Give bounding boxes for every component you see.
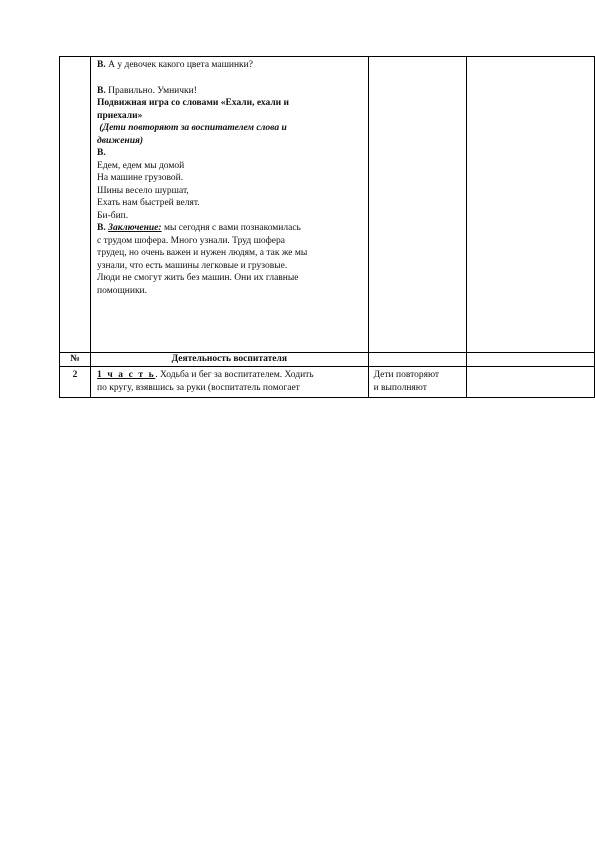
table-header-row	[60, 353, 595, 367]
conclusion-line: Люди не смогут жить без машин. Они их главные	[97, 273, 299, 283]
poem-line: На машине грузовой.	[97, 173, 184, 183]
game-title-cont: приехали»	[97, 110, 143, 121]
table-row	[60, 57, 595, 353]
lesson-plan-table	[59, 56, 595, 398]
column-header-empty	[368, 353, 466, 367]
poem-line: Едем, едем мы домой	[97, 160, 185, 171]
table-row	[60, 367, 595, 398]
number-cell	[60, 57, 91, 353]
teacher-activity-cell	[91, 367, 369, 398]
poem-line: Би-бип.	[97, 210, 129, 221]
question-line: В. А у девочек какого цвета машинки?	[97, 60, 253, 70]
praise-line: В. Правильно. Умнички!	[97, 85, 197, 96]
game-note-cont: движения)	[97, 135, 144, 146]
notes-cell	[466, 57, 594, 353]
children-line: Дети повторяют	[373, 370, 440, 380]
children-line: и выполняют	[373, 382, 427, 393]
spacer	[97, 72, 363, 85]
poem-speaker: В.	[97, 148, 106, 158]
poem-line: Ехать нам быстрей велят.	[97, 198, 200, 208]
conclusion-line: с трудом шофера. Много узнали. Труд шофера	[97, 235, 285, 246]
conclusion-line: помощники.	[97, 285, 148, 296]
poem-line: Шины весело шуршат,	[97, 185, 189, 196]
part-line-cont: по кругу, взявшись за руки (воспитатель помогает	[97, 382, 300, 393]
children-activity-cell	[368, 57, 466, 353]
row-number: 2	[60, 367, 91, 398]
game-note: (Дети повторяют за воспитателем слова и	[99, 123, 287, 133]
conclusion-line: трудец, но очень важен и нужен людям, а так же мы	[97, 248, 308, 258]
conclusion-line: В. Заключение: мы сегодня с вами познакомилась	[97, 223, 301, 233]
teacher-activity-cell	[91, 57, 369, 353]
column-header-number: №	[60, 353, 91, 367]
column-header-teacher-activity: Деятельность воспитателя	[91, 353, 369, 367]
children-activity-cell	[368, 367, 466, 398]
conclusion-line: узнали, что есть машины легковые и грузовые.	[97, 260, 288, 271]
part-line: 1 ч а с т ь. Ходьба и бег за воспитателем. Ходить	[97, 370, 314, 380]
notes-cell	[466, 367, 594, 398]
column-header-empty	[466, 353, 594, 367]
game-title: Подвижная игра со словами «Ехали, ехали и	[97, 98, 289, 108]
